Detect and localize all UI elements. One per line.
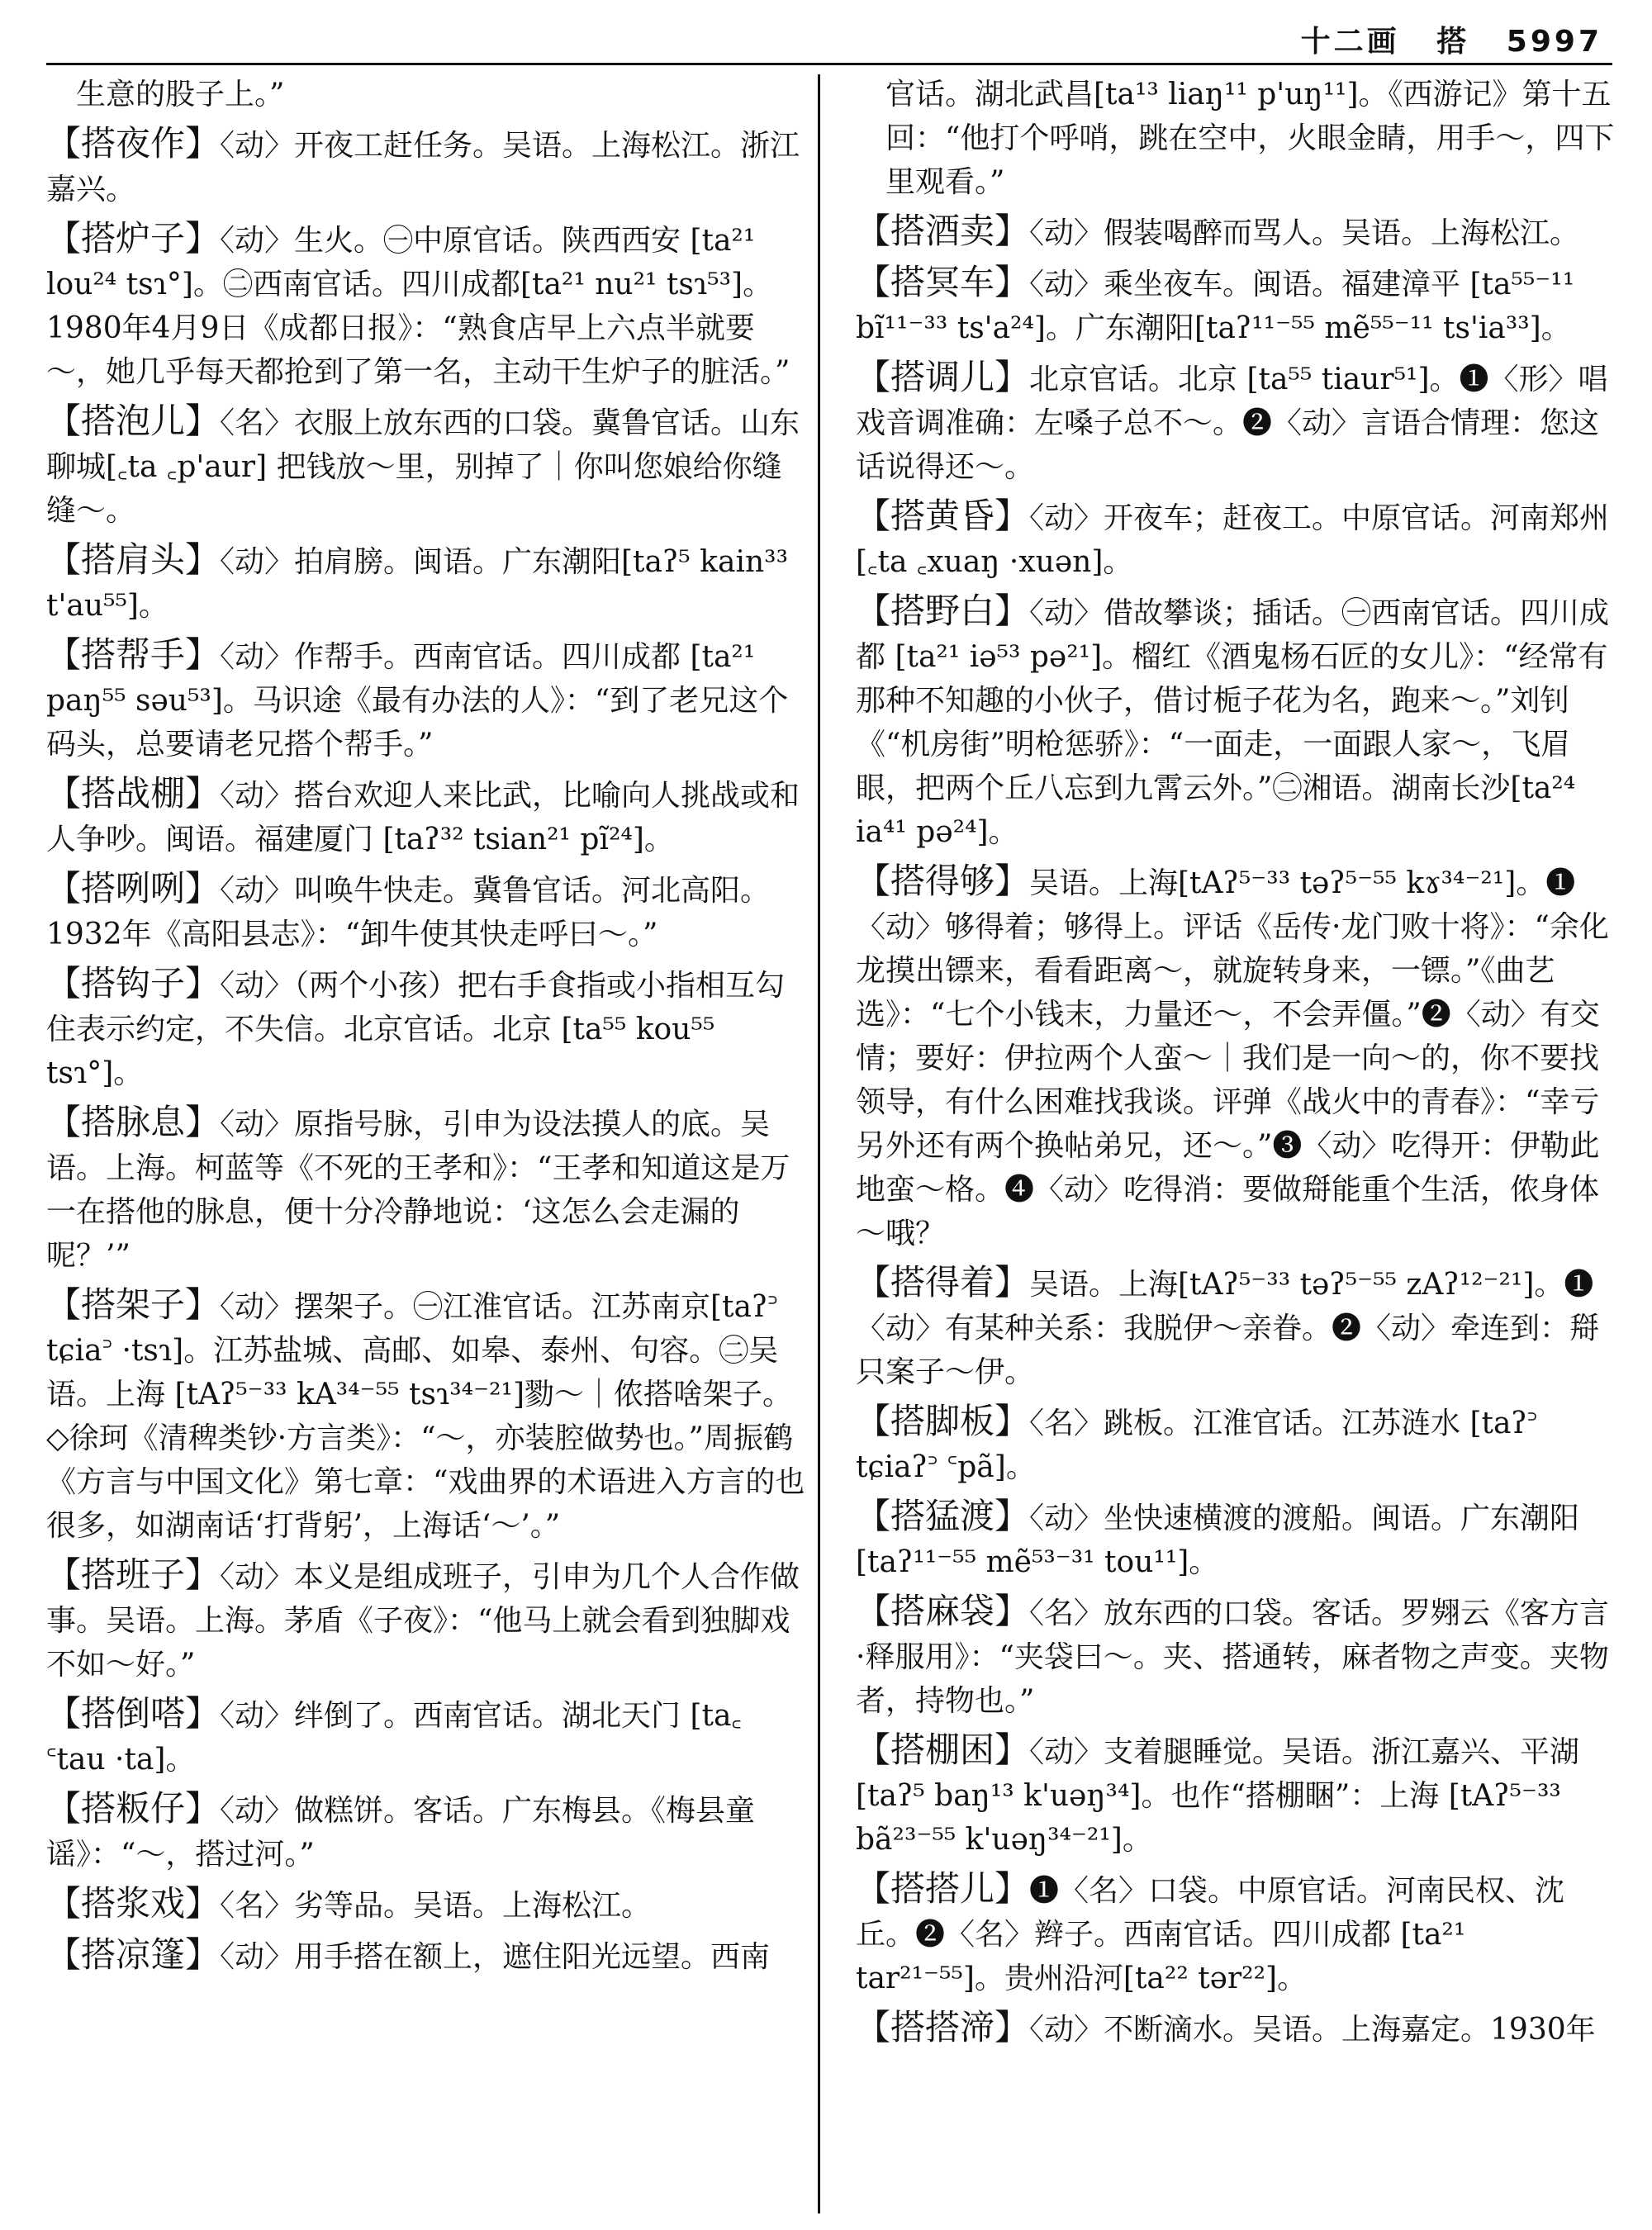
entry-definition: 〈名〉衣服上放东西的口袋。冀鲁官话。山东聊城[꜀ta ꜀p'aur] 把钱放～里，别掉了｜你叫您娘给你缝缝～。 [46, 406, 800, 528]
entry-headword: 【搭脚板】 [856, 1401, 1030, 1441]
entry-definition: ❶〈名〉口袋。中原官话。河南民权、沈丘。❷〈名〉辫子。西南官话。四川成都 [ta²¹ tar²¹⁻⁵⁵]。贵州沿河[ta²² tər²²]。 [856, 1874, 1565, 1995]
entry-headword: 【搭野白】 [856, 591, 1030, 631]
entry-definition: 官话。湖北武昌[ta¹³ liaŋ¹¹ p'uŋ¹¹]。《西游记》第十五回：“他打个呼哨，跳在空中，火眼金睛，用手～，四下里观看。” [885, 78, 1615, 199]
page-number: 5997 [1506, 25, 1602, 59]
entry-headword: 【搭帮手】 [46, 634, 221, 675]
entry-definition: 〈动〉拍肩膀。闽语。广东潮阳[taʔ⁵ kain³³ t'au⁵⁵]。 [46, 545, 789, 623]
entry-definition: 〈名〉劣等品。吴语。上海松江。 [220, 1889, 652, 1923]
dictionary-entry [856, 1260, 1617, 1394]
entry-headword: 【搭肩头】 [46, 539, 221, 580]
entry-headword: 【搭夜作】 [46, 123, 221, 164]
entry-headword: 【搭搭儿】 [856, 1868, 1030, 1909]
entry-definition: 〈动〉叫唤牛快走。冀鲁官话。河北高阳。1932年《高阳县志》：“卸牛使其快走呼曰～。” [46, 874, 771, 951]
dictionary-entry [46, 73, 808, 116]
entry-definition: 〈动〉开夜车；赶夜工。中原官话。河南郑州[꜀ta ꜀xuaŋ ·xuən]。 [856, 501, 1610, 579]
dictionary-entry [856, 2005, 1617, 2052]
right-column [856, 73, 1617, 2057]
header-character: 搭 [1436, 25, 1470, 59]
entry-headword: 【搭战棚】 [46, 773, 221, 814]
entry-headword: 【搭粄仔】 [46, 1788, 221, 1829]
dictionary-entry [46, 1691, 808, 1782]
dictionary-entry [46, 633, 808, 766]
entry-definition: 〈动〉乘坐夜车。闽语。福建漳平 [ta⁵⁵⁻¹¹ bĩ¹¹⁻³³ ts'a²⁴]。广东潮阳[taʔ¹¹⁻⁵⁵ mẽ⁵⁵⁻¹¹ ts'ia³³]。 [856, 268, 1575, 345]
entry-headword: 【搭棚困】 [856, 1729, 1030, 1770]
entry-headword: 【搭咧咧】 [46, 868, 221, 909]
entry-definition: 〈动〉借故攀谈；插话。㊀西南官话。四川成都 [ta²¹ iə⁵³ pə²¹]。榴红《酒鬼杨石匠的女儿》：“经常有那种不知趣的小伙子，借讨栀子花为名，跑来～。”刘钊《“机房街”明枪惩骄》：“一面走，一面跟人家～，飞眉眼，把两个丘八忘到九霄云外。”㊁湘语。湖南长沙[ta²⁴ ia⁴¹ pə²⁴]。 [856, 596, 1610, 849]
entry-definition: 〈动〉搭台欢迎人来比武，比喻向人挑战或和人争吵。闽语。福建厦门 [taʔ³² tsian²¹ pĩ²⁴]。 [46, 779, 800, 856]
entry-headword: 【搭架子】 [46, 1284, 221, 1325]
entry-headword: 【搭冥车】 [856, 262, 1030, 302]
dictionary-entry [46, 1553, 808, 1687]
entry-definition: 〈动〉绊倒了。西南官话。湖北天门 [ta꜀ ꜂tau ·ta]。 [46, 1699, 742, 1777]
dictionary-entry [856, 1399, 1617, 1489]
entry-definition: 〈动〉原指号脉，引申为设法摸人的底。吴语。上海。柯蓝等《不死的王孝和》：“王孝和知道这是万一在搭他的脉息，便十分冷静地说：‘这怎么会走漏的呢？’” [46, 1108, 790, 1273]
dictionary-entry [856, 589, 1617, 854]
entry-headword: 【搭泡儿】 [46, 401, 221, 441]
entry-headword: 【搭麻袋】 [856, 1591, 1030, 1631]
entry-headword: 【搭钩子】 [46, 963, 221, 1004]
page-header [1278, 18, 1602, 60]
entry-headword: 【搭黄昏】 [856, 496, 1030, 536]
section-label: 十二画 [1300, 25, 1400, 59]
entry-definition: 〈动〉坐快速横渡的渡船。闽语。广东潮阳[taʔ¹¹⁻⁵⁵ mẽ⁵³⁻³¹ tou¹¹]。 [856, 1502, 1580, 1579]
entry-headword: 【搭脉息】 [46, 1102, 221, 1142]
entry-headword: 【搭搭渧】 [856, 2007, 1030, 2047]
entry-headword: 【搭酒卖】 [856, 211, 1030, 251]
entry-headword: 【搭得够】 [856, 861, 1030, 901]
dictionary-entry [856, 73, 1617, 204]
entry-definition: 〈动〉假装喝醉而骂人。吴语。上海松江。 [1029, 216, 1580, 250]
dictionary-entry [856, 494, 1617, 584]
entry-definition: 〈动〉开夜工赶任务。吴语。上海松江。浙江嘉兴。 [46, 129, 800, 206]
entry-definition: 北京官话。北京 [ta⁵⁵ tiaur⁵¹]。❶〈形〉唱戏音调准确：左嗓子总不～。❷〈动〉言语合情理：您这话说得还～。 [856, 363, 1608, 484]
entry-definition: 〈动〉支着腿睡觉。吴语。浙江嘉兴、平湖[taʔ⁵ baŋ¹³ k'uəŋ³⁴]。也作“搭棚睏”：上海 [tAʔ⁵⁻³³ bã²³⁻⁵⁵ k'uəŋ³⁴⁻²¹]。 [856, 1735, 1580, 1857]
dictionary-entry [856, 1589, 1617, 1723]
entry-definition: 〈名〉放东西的口袋。客话。罗翙云《客方言·释服用》：“夹袋曰～。夹、搭通转，麻者物之声变。夹物者，持物也。” [856, 1597, 1610, 1718]
entry-headword: 【搭倒嗒】 [46, 1693, 221, 1734]
entry-headword: 【搭调儿】 [856, 357, 1030, 397]
dictionary-entry [46, 1933, 808, 1979]
entry-definition: 生意的股子上。” [76, 78, 285, 112]
dictionary-entry [46, 121, 808, 211]
dictionary-entry [46, 216, 808, 394]
entry-definition: 〈名〉跳板。江淮官话。江苏涟水 [taʔ꜄ tɕiaʔ꜄ ꜂pã]。 [856, 1407, 1538, 1484]
entry-definition: 吴语。上海[tAʔ⁵⁻³³ təʔ⁵⁻⁵⁵ kɤ³⁴⁻²¹]。❶〈动〉够得着；够得上。评话《岳传·龙门败十将》：“余化龙摸出镖来，看看距离～，就旋转身来，一镖。”《曲艺选》：“七个小钱末，力量还～，不会弄僵。”❷〈动〉有交情；要好：伊拉两个人蛮～｜我们是一向～的，你不要找领导，有什么困难找我谈。评弹《战火中的青春》：“幸亏另外还有两个换帖弟兄，还～。”❸〈动〉吃得开：伊勒此地蛮～格。❹〈动〉吃得消：要做搿能重个生活，侬身体～哦？ [856, 866, 1609, 1250]
dictionary-entry [46, 1100, 808, 1278]
entry-headword: 【搭猛渡】 [856, 1496, 1030, 1536]
dictionary-entry [856, 1867, 1617, 2000]
dictionary-entry [46, 771, 808, 861]
dictionary-entry [856, 859, 1617, 1255]
dictionary-entry [856, 209, 1617, 255]
dictionary-entry [46, 961, 808, 1095]
dictionary-entry [856, 1728, 1617, 1862]
header-rule [46, 63, 1612, 65]
dictionary-entry [46, 1881, 808, 1928]
left-column [46, 73, 808, 1984]
dictionary-entry [46, 399, 808, 533]
entry-headword: 【搭凉篷】 [46, 1934, 221, 1975]
dictionary-entry [856, 355, 1617, 489]
entry-headword: 【搭班子】 [46, 1554, 221, 1595]
entry-definition: 〈动〉（两个小孩）把右手食指或小指相互勾住表示约定，不失信。北京官话。北京 [ta⁵⁵ kou⁵⁵ tsɿ°]。 [46, 969, 786, 1090]
dictionary-entry [856, 260, 1617, 350]
entry-definition: 〈动〉做糕饼。客话。广东梅县。《梅县童谣》：“～，搭过河。” [46, 1794, 756, 1872]
column-divider [818, 74, 820, 2213]
entry-definition: 〈动〉作帮手。西南官话。四川成都 [ta²¹ paŋ⁵⁵ səu⁵³]。马识途《最有办法的人》：“到了老兄这个码头，总要请老兄搭个帮手。” [46, 640, 789, 762]
dictionary-entry [46, 866, 808, 956]
entry-definition: 〈动〉不断滴水。吴语。上海嘉定。1930年 [1029, 2013, 1596, 2047]
entry-definition: 〈动〉生火。㊀中原官话。陕西西安 [ta²¹ lou²⁴ tsɿ°]。㊁西南官话。四川成都[ta²¹ nu²¹ tsɿ⁵³]。1980年4月9日《成都日报》：“熟食店早上六点半就要～，她几乎每天都抢到了第一名，主动干生炉子的脏活。” [46, 224, 790, 389]
entry-definition: 〈动〉用手搭在额上，遮住阳光远望。西南 [220, 1940, 771, 1974]
dictionary-entry [46, 1786, 808, 1877]
entry-headword: 【搭浆戏】 [46, 1883, 221, 1924]
entry-definition: 〈动〉本义是组成班子，引申为几个人合作做事。吴语。上海。茅盾《子夜》：“他马上就会看到独脚戏不如～好。” [46, 1560, 800, 1682]
entry-definition: 〈动〉摆架子。㊀江淮官话。江苏南京[taʔ꜄ tɕia꜄ ·tsɿ]。江苏盐城、高邮、如皋、泰州、句容。㊁吴语。上海 [tAʔ⁵⁻³³ kA³⁴⁻⁵⁵ tsɿ³⁴⁻²¹]勠～｜侬搭啥架子。◇徐珂《清稗类钞·方言类》：“～，亦装腔做势也。”周振鹤《方言与中国文化》第七章：“戏曲界的术语进入方言的也很多，如湖南话‘打背躬’，上海话‘～’。” [46, 1290, 805, 1543]
entry-definition: 吴语。上海[tAʔ⁵⁻³³ təʔ⁵⁻⁵⁵ zAʔ¹²⁻²¹]。❶〈动〉有某种关系：我脱伊～亲眷。❷〈动〉牵连到：搿只案子～伊。 [856, 1268, 1600, 1389]
dictionary-entry [856, 1494, 1617, 1584]
entry-headword: 【搭得着】 [856, 1262, 1030, 1302]
entry-headword: 【搭炉子】 [46, 218, 221, 259]
dictionary-entry [46, 538, 808, 628]
dictionary-entry [46, 1283, 808, 1548]
